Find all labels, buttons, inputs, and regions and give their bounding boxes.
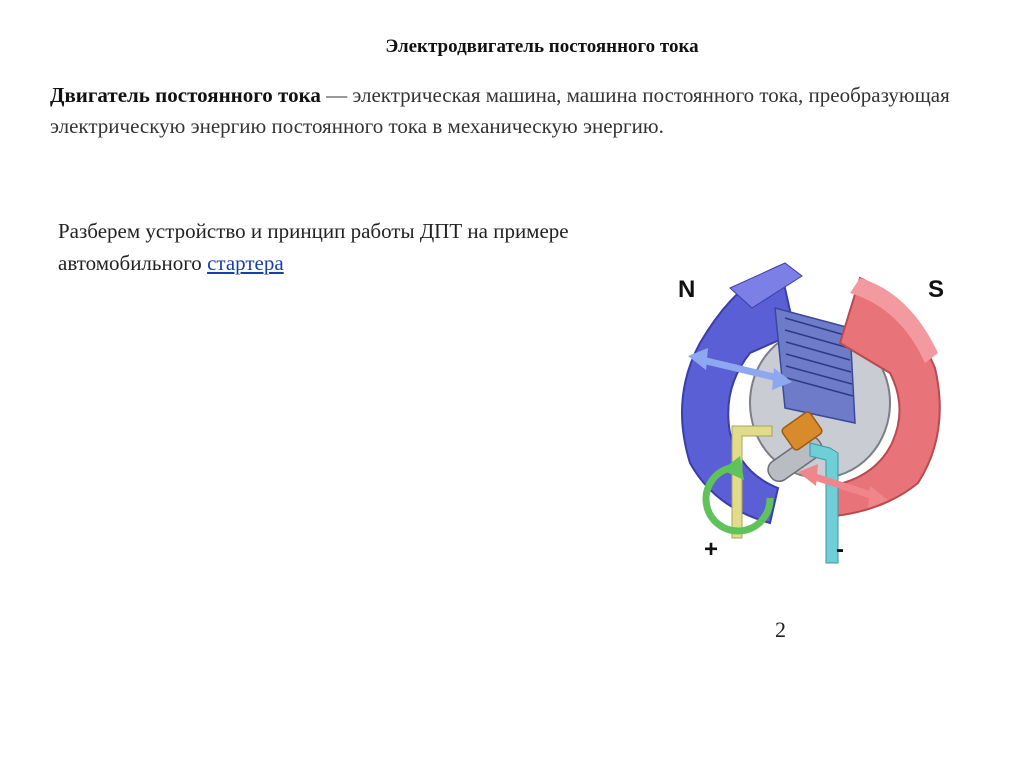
plus-label: +	[704, 536, 719, 563]
starter-link[interactable]: стартера	[207, 251, 284, 275]
intro-text: Разберем устройство и принцип работы ДПТ на примере автомобильного	[58, 219, 569, 275]
north-pole-label: N	[678, 276, 696, 303]
definition-term: Двигатель постоянного тока	[50, 83, 321, 107]
motor-illustration	[660, 248, 970, 578]
definition-text: — электрическая машина, машина постоянного тока, преобразующая электрическую энергию постоянного тока в механическую энергию.	[50, 83, 950, 138]
minus-label: -	[836, 536, 844, 563]
slide-title: Электродвигатель постоянного тока	[385, 36, 699, 57]
intro-paragraph	[58, 215, 578, 279]
south-pole-label: S	[928, 276, 945, 303]
dc-motor-diagram	[660, 248, 970, 578]
definition-paragraph	[50, 80, 950, 142]
page-number: 2	[775, 617, 786, 642]
